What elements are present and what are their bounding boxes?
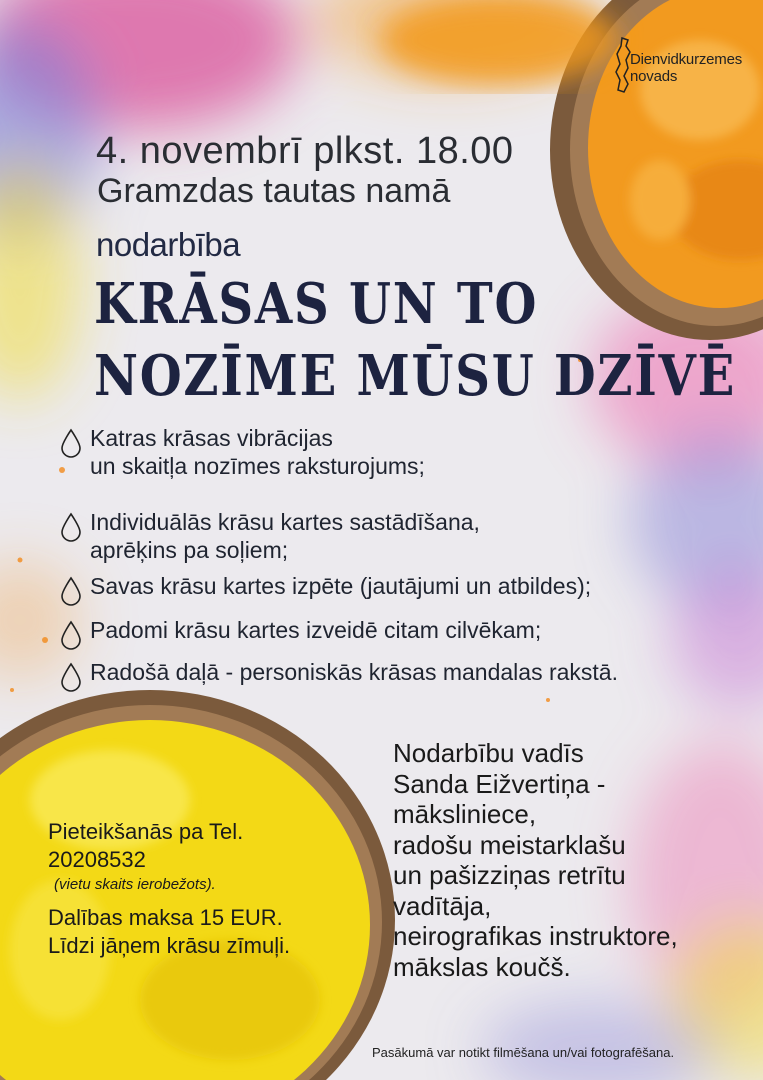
instructor-info (393, 738, 678, 982)
topic-item (60, 508, 480, 564)
registration-note: (vietu skaits ierobežots). (54, 876, 216, 893)
instructor-line: un pašizziņas retrītu (393, 860, 626, 890)
topic-item (60, 616, 541, 650)
instructor-line: Nodarbību vadīs (393, 738, 584, 768)
instructor-line: radošu meistarklašu (393, 829, 626, 860)
filming-notice: Pasākumā var notikt filmēšana un/vai fotografēšana. (372, 1045, 675, 1060)
instructor-line: mākslas koučš. (393, 951, 571, 982)
logo-line-2: novads (630, 68, 678, 85)
topic-item (60, 424, 425, 480)
topic-item (60, 658, 618, 692)
event-place: Gramzdas tautas namā (97, 172, 451, 210)
fee-line: Dalības maksa 15 EUR. (48, 905, 283, 930)
topic-item (60, 572, 591, 606)
instructor-line: vadītāja, (393, 890, 492, 921)
registration-info (48, 818, 290, 960)
logo-line-1: Dienvidkurzemes (630, 51, 743, 68)
topic-line: Padomi krāsu kartes izveidē citam cilvēkam; (90, 617, 542, 643)
topic-line: aprēķins pa soļiem; (90, 537, 289, 563)
title-line-2: NOZĪME MŪSU DZĪVĒ (94, 343, 737, 409)
droplet-icon (60, 662, 82, 692)
supplies-line: Līdzi jāņem krāsu zīmuļi. (48, 933, 291, 958)
event-date: 4. novembrī plkst. 18.00 (96, 130, 514, 172)
event-kicker: nodarbība (96, 226, 241, 263)
droplet-icon (60, 620, 82, 650)
droplet-icon (60, 428, 82, 458)
registration-label: Pieteikšanās pa Tel. (48, 819, 244, 844)
topic-line: un skaitļa nozīmes raksturojums; (90, 453, 425, 479)
instructor-line: māksliniece, (393, 799, 537, 829)
topic-line: Savas krāsu kartes izpēte (jautājumi un atbildes); (90, 573, 592, 599)
instructor-line: neirografikas instruktore, (393, 921, 678, 951)
topic-line: Radošā daļā - personiskās krāsas mandalas rakstā. (90, 659, 618, 685)
topic-line: Katras krāsas vibrācijas (90, 425, 333, 451)
topic-line: Individuālās krāsu kartes sastādīšana, (90, 509, 480, 535)
title-line-1: KRĀSAS UN TO (94, 271, 539, 337)
instructor-line: Sanda Eižvertiņa - (393, 768, 606, 799)
registration-phone: 20208532 (48, 847, 146, 872)
droplet-icon (60, 576, 82, 606)
municipality-logo (614, 36, 754, 96)
droplet-icon (60, 512, 82, 542)
event-title (94, 268, 736, 412)
